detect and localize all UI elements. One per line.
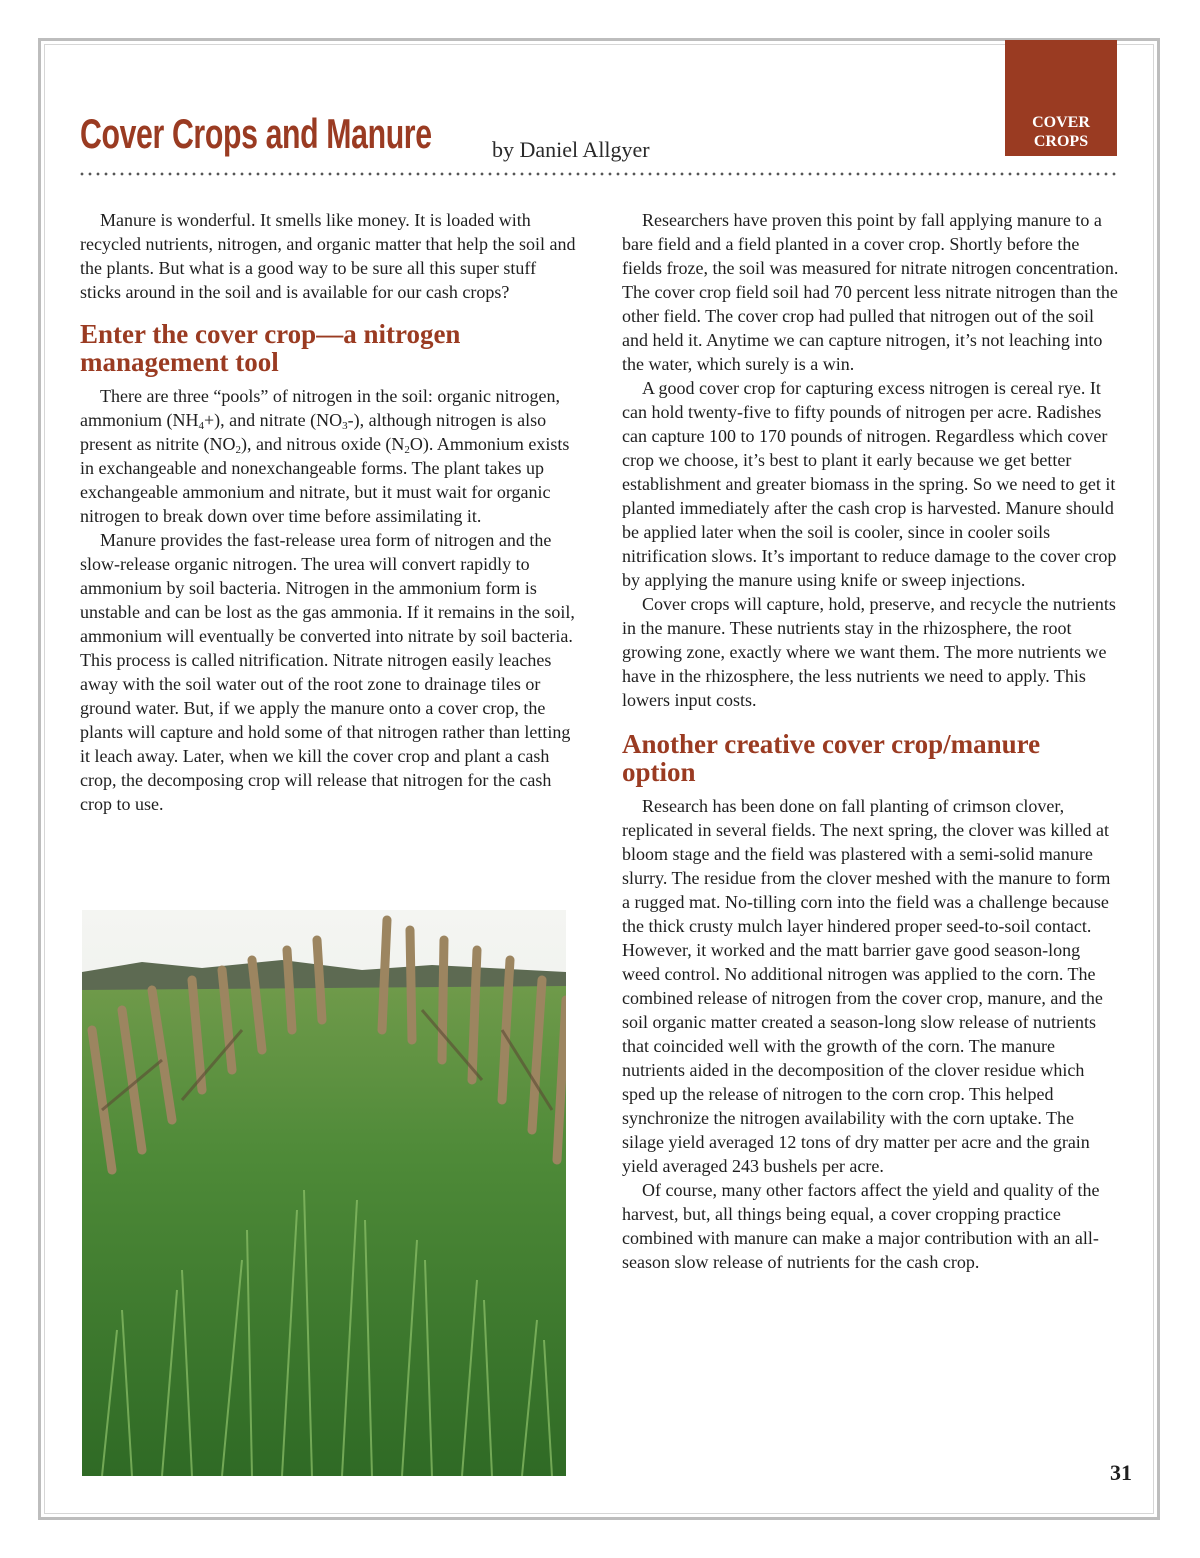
- paragraph: Researchers have proven this point by fall applying manure to a bare field and a field planted in a cover crop. Shortly before the fields froze, the soil was measured for nitrate nitrogen concentration. The cover crop field soil had 70 percent less nitrate nitrogen than the other field. The cover crop had pulled that nitrogen out of the soil and held it. Anytime we can capture nitrogen, it’s not leaching into the water, which surely is a win.: [622, 210, 1119, 374]
- left-column: [80, 208, 580, 816]
- paragraph: Manure provides the fast-release urea form of nitrogen and the slow-release organic nitrogen. The urea will convert rapidly to ammonium by soil bacteria. Nitrogen in the ammonium form is unstable and can be lost as the gas ammonia. If it remains in the soil, ammonium will eventually be converted into nitrate by soil bacteria. This process is called nitrification. Nitrate nitrogen easily leaches away with the soil water out of the root zone to drainage tiles or ground water. But, if we apply the manure onto a cover crop, the plants will capture and hold some of that nitrogen rather than letting it leach away. Later, when we kill the cover crop and plant a cash crop, the decomposing crop will release that nitrogen for the cash crop to use.: [80, 530, 575, 814]
- paragraph: There are three “pools” of nitrogen in the soil: organic nitrogen, ammonium $(NH_4+)$, and nitrate $(NO_3-)$, although nitrogen is also present as nitrite $(NO_2)$, and nitrous oxide $(N_2O)$. Ammonium exists in exchangeable and nonexchangeable forms. The plant takes up exchangeable ammonium and nitrate, but it must wait for organic nitrogen to break down over time before assimilating it.: [80, 386, 570, 526]
- paragraph: Research has been done on fall planting of crimson clover, replicated in several fields. The next spring, the clover was killed at bloom stage and the field was plastered with a semi-solid manure slurry. The residue from the clover meshed with the manure to form a rugged mat. No-tilling corn into the field was a challenge because the thick crusty mulch layer hindered proper seed-to-soil contact. However, it worked and the matt barrier gave good season-long weed control. No additional nitrogen was applied to the corn. The combined release of nitrogen from the cover crop, manure, and the soil organic matter created a season-long slow release of nutrients that coincided well with the growth of the corn. The manure nutrients aided in the decomposition of the clover residue which sped up the release of nitrogen to the corn crop. This helped synchronize the nitrogen availability with the corn uptake. The silage yield averaged 12 tons of dry matter per acre and the grain yield averaged 243 bushels per acre.: [622, 796, 1111, 1176]
- right-column: [622, 208, 1120, 1274]
- cover-crop-photo: [82, 910, 566, 1476]
- paragraph: Of course, many other factors affect the yield and quality of the harvest, but, all things being equal, a cover cropping practice combined with manure can make a major contribution with an all-season slow release of nutrients for the cash crop.: [622, 1180, 1100, 1272]
- paragraph: Cover crops will capture, hold, preserve, and recycle the nutrients in the manure. These nutrients stay in the rhizosphere, the root growing zone, exactly where we want them. The more nutrients we have in the rhizosphere, the less nutrients we need to apply. This lowers input costs.: [622, 594, 1116, 710]
- section-tab-line1: COVER: [1032, 114, 1090, 131]
- dotted-divider: [78, 168, 1120, 180]
- section-heading: Another creative cover crop/manure option: [622, 729, 1041, 787]
- section-tab: [1005, 40, 1117, 156]
- article-byline: by Daniel Allgyer: [492, 137, 650, 162]
- section-tab-line2: CROPS: [1033, 133, 1089, 150]
- paragraph: A good cover crop for capturing excess nitrogen is cereal rye. It can hold twenty-five to fifty pounds of nitrogen per acre. Radishes can capture 100 to 170 pounds of nitrogen. Regardless which cover crop we choose, it’s best to plant it early because we get better establishment and greater biomass in the spring. So we need to get it planted immediately after the cash crop is harvested. Manure should be applied later when the soil is cooler, since in cooler soils nitrification slows. It’s important to reduce damage to the cover crop by applying the manure using knife or sweep injections.: [622, 378, 1117, 590]
- section-heading: Enter the cover crop—a nitrogen management tool: [80, 319, 461, 377]
- article-title: Cover Crops and Manure: [80, 110, 432, 157]
- paragraph: Manure is wonderful. It smells like money. It is loaded with recycled nutrients, nitrogen, and organic matter that help the soil and the plants. But what is a good way to be sure all this super stuff sticks around in the soil and is available for our cash crops?: [80, 210, 576, 302]
- article-header: [80, 110, 980, 170]
- page-number: 31: [1110, 1460, 1132, 1485]
